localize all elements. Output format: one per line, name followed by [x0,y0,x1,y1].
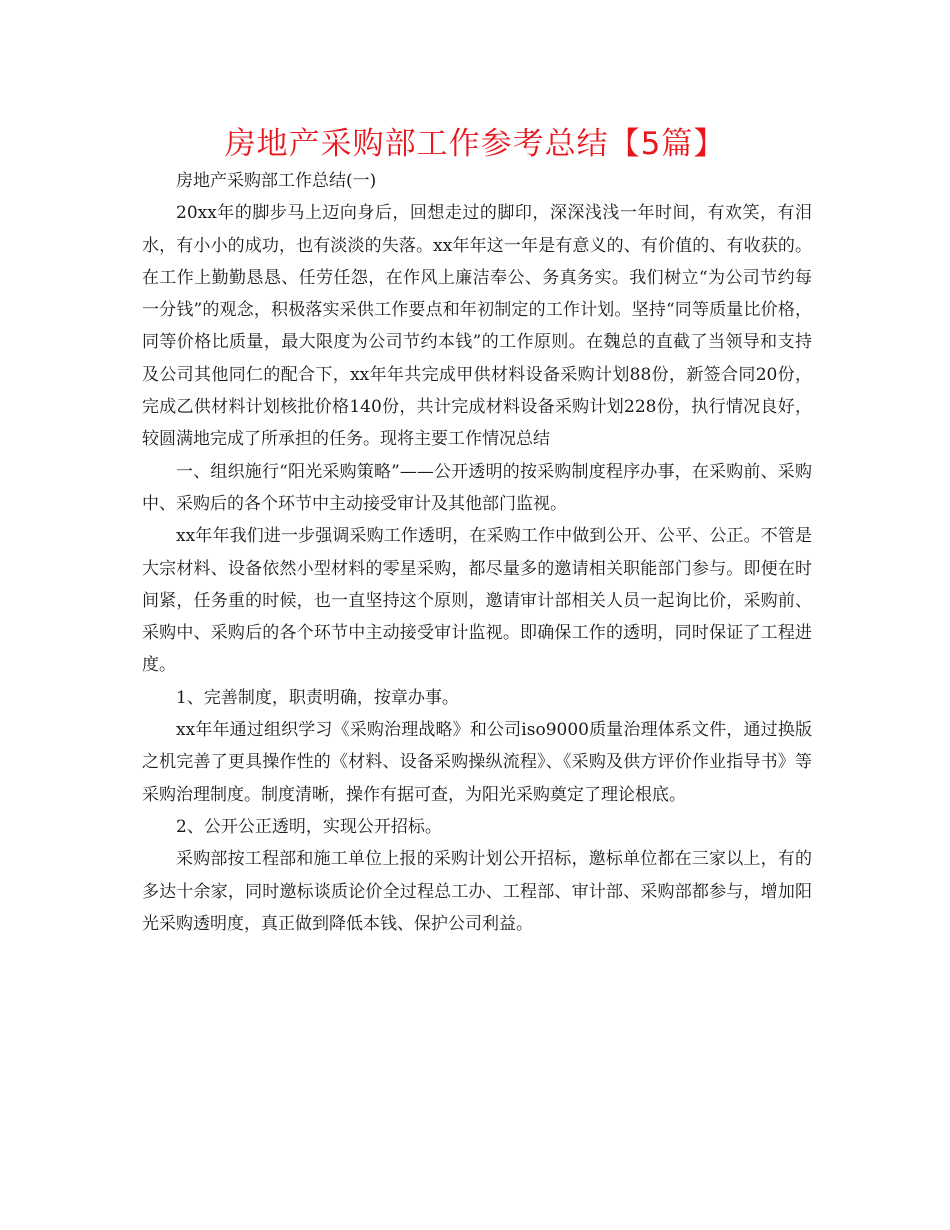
paragraph: xx年年通过组织学习《采购治理战略》和公司iso9000质量治理体系文件，通过换版之机完善了更具操作性的《材料、设备采购操纵流程》、《采购及供方评价作业指导书》等采购治理制度。制度清晰，操作有据可查，为阳光采购奠定了理论根底。 [142,720,812,805]
paragraph: 20xx年的脚步马上迈向身后，回想走过的脚印，深深浅浅一年时间，有欢笑，有泪水，有小小的成功，也有淡淡的失落。xx年年这一年是有意义的、有价值的、有收获的。在工作上勤勤恳恳、任劳任怨，在作风上廉洁奉公、务真务实。我们树立“为公司节约每一分钱”的观念，积极落实采供工作要点和年初制定的工作计划。坚持“同等质量比价格，同等价格比质量，最大限度为公司节约本钱”的工作原则。在魏总的直截了当领导和支持及公司其他同仁的配合下，xx年年共完成甲供材料设备采购计划88份，新签合同20份，完成乙供材料计划核批价格140份，共计完成材料设备采购计划228份，执行情况良好，较圆满地完成了所承担的任务。现将主要工作情况总结 [142,203,812,450]
subsection-heading: 2、公开公正透明，实现公开招标。 [176,816,442,837]
document-body [142,165,812,940]
paragraph: xx年年我们进一步强调采购工作透明，在采购工作中做到公开、公平、公正。不管是大宗材料、设备依然小型材料的零星采购，都尽量多的邀请相关职能部门参与。即便在时间紧，任务重的时候，也一直坚持这个原则，邀请审计部相关人员一起询比价，采购前、采购中、采购后的各个环节中主动接受审计监视。即确保工作的透明，同时保证了工程进度。 [142,526,812,676]
paragraph: 一、组织施行“阳光采购策略”——公开透明的按采购制度程序办事，在采购前、采购中、采购后的各个环节中主动接受审计及其他部门监视。 [142,461,812,514]
paragraph: 采购部按工程部和施工单位上报的采购计划公开招标，邀标单位都在三家以上，有的多达十余家，同时邀标谈质论价全过程总工办、工程部、审计部、采购部都参与，增加阳光采购透明度，真正做到降低本钱、保护公司利益。 [142,849,812,934]
subsection-heading: 1、完善制度，职责明确，按章办事。 [176,687,459,708]
document-title: 房地产采购部工作参考总结【5篇】 [224,126,726,162]
section-heading: 房地产采购部工作总结(一) [176,171,377,191]
